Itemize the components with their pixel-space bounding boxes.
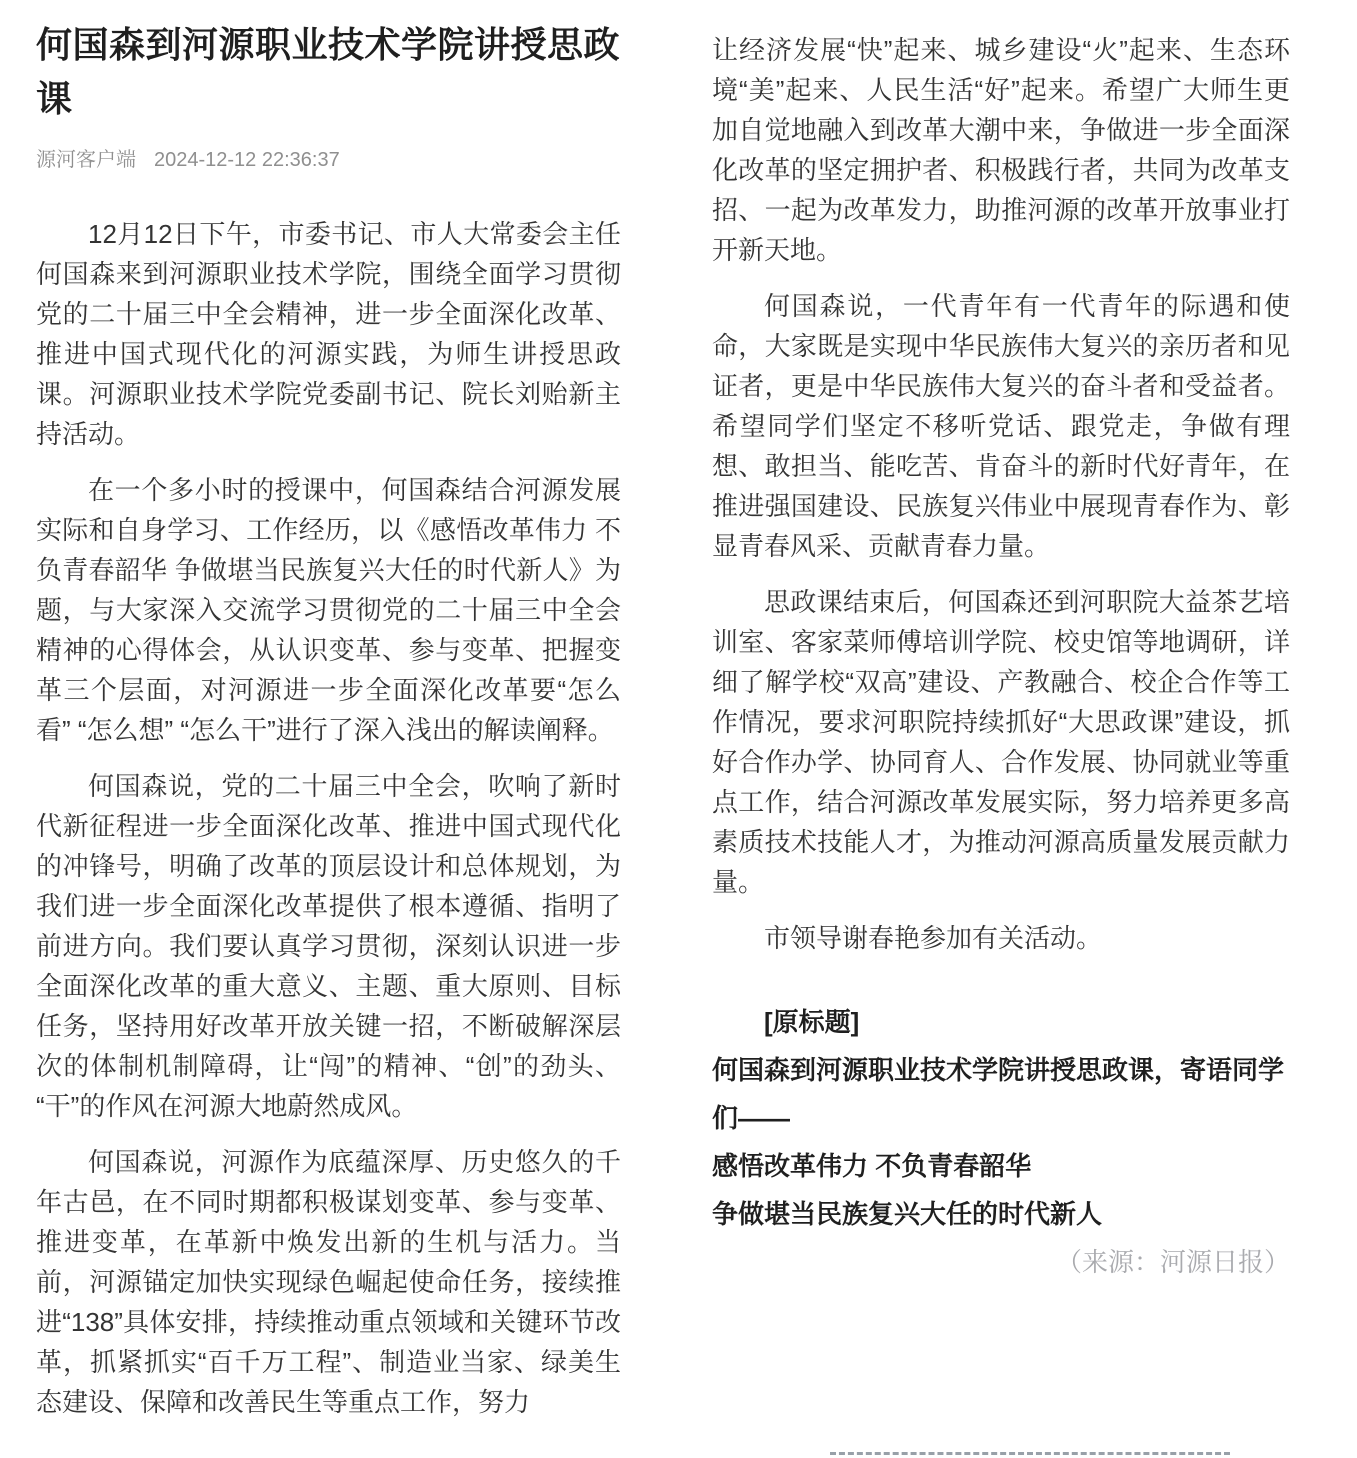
article-paragraph: 何国森说，党的二十届三中全会，吹响了新时代新征程进一步全面深化改革、推进中国式现代化的冲锋号，明确了改革的顶层设计和总体规划，为我们进一步全面深化改革提供了根本遵循、指明了前进方向。我们要认真学习贯彻，深刻认识进一步全面深化改革的重大意义、主题、重大原则、目标任务，坚持用好改革开放关键一招，不断破解深层次的体制机制障碍，让“闯”的精神、“创”的劲头、“干”的作风在河源大地蔚然成风。 xyxy=(36,771,621,1121)
article-paragraph: 让经济发展“快”起来、城乡建设“火”起来、生态环境“美”起来、人民生活“好”起来。希望广大师生更加自觉地融入到改革大潮中来，争做进一步全面深化改革的坚定拥护者、积极践行者，共同为改革支招、一起为改革发力，助推河源的改革开放事业打开新天地。 xyxy=(712,35,1290,265)
article-paragraph: 思政课结束后，何国森还到河职院大益茶艺培训室、客家菜师傅培训学院、校史馆等地调研，详细了解学校“双高”建设、产教融合、校企合作等工作情况，要求河职院持续抓好“大思政课”建设，抓好合作办学、协同育人、合作发展、协同就业等重点工作，结合河源改革发展实际，努力培养更多高素质技术技能人才，为推动河源高质量发展贡献力量。 xyxy=(712,587,1290,897)
article-paragraph: 何国森说，河源作为底蕴深厚、历史悠久的千年古邑，在不同时期都积极谋划变革、参与变革、推进变革，在革新中焕发出新的生机与活力。当前，河源锚定加快实现绿色崛起使命任务，接续推进“138”具体安排，持续推动重点领域和关键环节改革，抓紧抓实“百千万工程”、制造业当家、绿美生态建设、保障和改善民生等重点工作，努力 xyxy=(36,1147,621,1417)
right-paragraphs xyxy=(712,0,1290,958)
original-title-line: 争做堪当民族复兴大任的时代新人 xyxy=(712,1199,1103,1229)
original-title-block xyxy=(712,998,1290,1238)
meta-datetime: 2024-12-12 22:36:37 xyxy=(154,149,340,171)
left-column xyxy=(36,0,621,1422)
article-paragraph: 市领导谢春艳参加有关活动。 xyxy=(764,923,1103,953)
dashed-separator xyxy=(830,1452,1230,1455)
meta-source: 源河客户端 xyxy=(36,149,136,171)
left-paragraphs xyxy=(36,214,621,1422)
article-paragraph: 何国森说，一代青年有一代青年的际遇和使命，大家既是实现中华民族伟大复兴的亲历者和见证者，更是中华民族伟大复兴的奋斗者和受益者。希望同学们坚定不移听党话、跟党走，争做有理想、敢担当、能吃苦、肯奋斗的新时代好青年，在推进强国建设、民族复兴伟业中展现青春作为、彰显青春风采、贡献青春力量。 xyxy=(712,291,1290,561)
article-paragraph: 在一个多小时的授课中，何国森结合河源发展实际和自身学习、工作经历，以《感悟改革伟力 不负青春韶华 争做堪当民族复兴大任的时代新人》为题，与大家深入交流学习贯彻党的二十届三中全会精神的心得体会，从认识变革、参与变革、把握变革三个层面，对河源进一步全面深化改革要“怎么看” “怎么想” “怎么干”进行了深入浅出的解读阐释。 xyxy=(36,475,621,745)
original-title-label: [原标题] xyxy=(764,1007,860,1037)
article-meta xyxy=(36,148,621,172)
page-title: 何国森到河源职业技术学院讲授思政课 xyxy=(36,24,621,119)
original-title-line: 感悟改革伟力 不负青春韶华 xyxy=(712,1151,1032,1181)
right-column xyxy=(712,0,1290,1282)
article-paragraph: 12月12日下午，市委书记、市人大常委会主任何国森来到河源职业技术学院，围绕全面学习贯彻党的二十届三中全会精神，进一步全面深化改革、推进中国式现代化的河源实践，为师生讲授思政课。河源职业技术学院党委副书记、院长刘贻新主持活动。 xyxy=(36,219,621,449)
attribution: （来源：河源日报） xyxy=(1055,1247,1290,1277)
original-title-line: 何国森到河源职业技术学院讲授思政课，寄语同学们—— xyxy=(712,1055,1285,1133)
